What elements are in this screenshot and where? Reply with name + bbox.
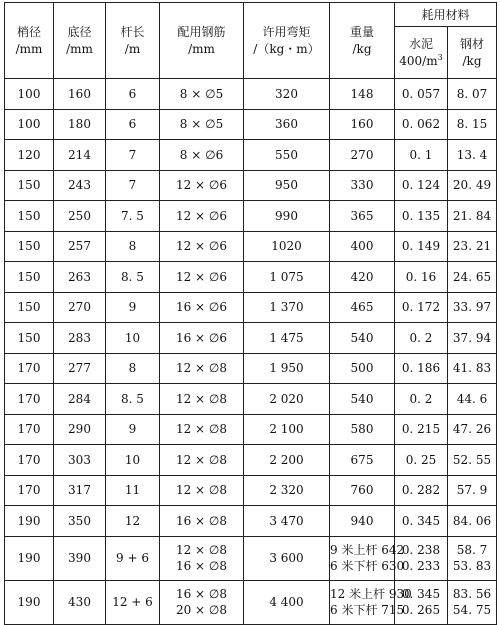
cell-di-jing: 390: [54, 536, 106, 580]
cell-zhong-liang: 330: [330, 170, 395, 201]
cell-gang-cai: 57. 9: [448, 475, 497, 506]
cell-wan-ju: 1020: [244, 231, 330, 262]
cell-wan-ju: 3 470: [244, 506, 330, 537]
cell-zhong-liang: 420: [330, 262, 395, 293]
cell-gang-cai: 21. 84: [448, 201, 497, 232]
table-row: [5, 506, 497, 537]
header-zhong-liang: 重量 /kg: [330, 3, 395, 79]
cell-shao-jing: 150: [5, 170, 54, 201]
cell-di-jing: 284: [54, 384, 106, 415]
table-row: [5, 414, 497, 445]
table-row: [5, 323, 497, 354]
cell-wan-ju: 2 020: [244, 384, 330, 415]
table-row: [5, 170, 497, 201]
cell-shao-jing: 120: [5, 140, 54, 171]
cell-gang-cai: 8. 15: [448, 109, 497, 140]
cell-gang-jin: 12 × ∅8: [160, 475, 244, 506]
cell-gan-chang: 12 + 6: [106, 580, 160, 624]
cell-gang-jin: 12 × ∅6: [160, 170, 244, 201]
cell-di-jing: 283: [54, 323, 106, 354]
cell-gan-chang: 8. 5: [106, 384, 160, 415]
cell-gan-chang: 10: [106, 445, 160, 476]
cell-shao-jing: 190: [5, 506, 54, 537]
cell-wan-ju: 320: [244, 79, 330, 110]
cell-shui-ni: 0. 25: [395, 445, 448, 476]
cell-shao-jing: 170: [5, 475, 54, 506]
cell-wan-ju: 2 100: [244, 414, 330, 445]
cell-gang-cai: 33. 97: [448, 292, 497, 323]
cell-gang-jin: 16 × ∅6: [160, 292, 244, 323]
cell-wan-ju: 550: [244, 140, 330, 171]
table-row: [5, 201, 497, 232]
cell-shao-jing: 170: [5, 414, 54, 445]
pole-spec-table: [4, 2, 497, 625]
cell-gang-jin: 16 × ∅8: [160, 506, 244, 537]
cell-gang-cai: 58. 7 53. 83: [448, 536, 497, 580]
cell-zhong-liang: 9 米上杆 642 6 米下杆 630: [330, 536, 395, 580]
cell-gang-jin: 16 × ∅8 20 × ∅8: [160, 580, 244, 624]
header-hao-yong: 耗用材料: [395, 3, 497, 27]
cell-di-jing: 257: [54, 231, 106, 262]
cell-shui-ni: 0. 345: [395, 506, 448, 537]
cell-shui-ni: 0. 149: [395, 231, 448, 262]
table-row: [5, 231, 497, 262]
cell-shao-jing: 150: [5, 292, 54, 323]
cell-gang-cai: 8. 07: [448, 79, 497, 110]
cell-shui-ni: 0. 057: [395, 79, 448, 110]
cell-wan-ju: 2 200: [244, 445, 330, 476]
cell-gang-jin: 12 × ∅6: [160, 231, 244, 262]
cell-shao-jing: 150: [5, 201, 54, 232]
cell-shui-ni: 0. 1: [395, 140, 448, 171]
cell-shui-ni: 0. 172: [395, 292, 448, 323]
cell-di-jing: 317: [54, 475, 106, 506]
cell-di-jing: 270: [54, 292, 106, 323]
cell-zhong-liang: 540: [330, 323, 395, 354]
cell-gan-chang: 8: [106, 353, 160, 384]
cell-shui-ni: 0. 135: [395, 201, 448, 232]
cell-zhong-liang: 940: [330, 506, 395, 537]
cell-gang-cai: 24. 65: [448, 262, 497, 293]
cell-zhong-liang: 580: [330, 414, 395, 445]
table-row: [5, 140, 497, 171]
cell-shao-jing: 190: [5, 536, 54, 580]
cell-wan-ju: 3 600: [244, 536, 330, 580]
cell-shao-jing: 100: [5, 79, 54, 110]
cell-shui-ni: 0. 345 0. 265: [395, 580, 448, 624]
cell-di-jing: 303: [54, 445, 106, 476]
cell-gang-cai: 20. 49: [448, 170, 497, 201]
cell-gang-jin: 12 × ∅8 16 × ∅8: [160, 536, 244, 580]
cell-wan-ju: 1 370: [244, 292, 330, 323]
cell-di-jing: 180: [54, 109, 106, 140]
cell-zhong-liang: 760: [330, 475, 395, 506]
table-row: [5, 445, 497, 476]
header-shui-ni: 水泥 $400/m^3$: [395, 27, 448, 79]
cell-shui-ni: 0. 062: [395, 109, 448, 140]
cell-di-jing: 160: [54, 79, 106, 110]
table-row: [5, 79, 497, 110]
cell-gang-cai: 44. 6: [448, 384, 497, 415]
cell-zhong-liang: 12 米上杆 930 6 米下杆 715: [330, 580, 395, 624]
cell-gang-jin: 16 × ∅6: [160, 323, 244, 354]
cell-shao-jing: 100: [5, 109, 54, 140]
cell-gang-jin: 12 × ∅6: [160, 262, 244, 293]
cell-gan-chang: 10: [106, 323, 160, 354]
table-row: [5, 580, 497, 624]
cell-gan-chang: 6: [106, 109, 160, 140]
cell-wan-ju: 990: [244, 201, 330, 232]
cell-wan-ju: 2 320: [244, 475, 330, 506]
cell-gan-chang: 9: [106, 292, 160, 323]
cell-wan-ju: 1 475: [244, 323, 330, 354]
cell-zhong-liang: 540: [330, 384, 395, 415]
cell-gang-cai: 52. 55: [448, 445, 497, 476]
cell-di-jing: 250: [54, 201, 106, 232]
cell-gan-chang: 9 + 6: [106, 536, 160, 580]
cell-gan-chang: 7: [106, 170, 160, 201]
header-gang-jin: 配用钢筋 /mm: [160, 3, 244, 79]
table-row: [5, 475, 497, 506]
cell-di-jing: 290: [54, 414, 106, 445]
cell-shui-ni: 0. 2: [395, 384, 448, 415]
cell-gang-cai: 37. 94: [448, 323, 497, 354]
cell-gan-chang: 8. 5: [106, 262, 160, 293]
cell-zhong-liang: 465: [330, 292, 395, 323]
table-row: [5, 292, 497, 323]
table-row: [5, 353, 497, 384]
cell-shui-ni: 0. 238 0. 233: [395, 536, 448, 580]
cell-shao-jing: 150: [5, 262, 54, 293]
cell-gang-cai: 41. 83: [448, 353, 497, 384]
cell-gang-cai: 23. 21: [448, 231, 497, 262]
cell-gang-jin: 8 × ∅5: [160, 109, 244, 140]
cell-di-jing: 350: [54, 506, 106, 537]
cell-gang-cai: 84. 06: [448, 506, 497, 537]
cell-gang-cai: 13. 4: [448, 140, 497, 171]
cell-di-jing: 277: [54, 353, 106, 384]
cell-gan-chang: 8: [106, 231, 160, 262]
cell-shui-ni: 0. 186: [395, 353, 448, 384]
cell-gang-jin: 12 × ∅8: [160, 384, 244, 415]
cell-gan-chang: 7: [106, 140, 160, 171]
cell-zhong-liang: 160: [330, 109, 395, 140]
cell-wan-ju: 360: [244, 109, 330, 140]
cell-shao-jing: 170: [5, 353, 54, 384]
cell-shao-jing: 170: [5, 384, 54, 415]
cell-gan-chang: 7. 5: [106, 201, 160, 232]
cell-di-jing: 243: [54, 170, 106, 201]
cell-zhong-liang: 675: [330, 445, 395, 476]
cell-gang-jin: 8 × ∅6: [160, 140, 244, 171]
cell-shao-jing: 150: [5, 231, 54, 262]
cell-shui-ni: 0. 124: [395, 170, 448, 201]
table-row: [5, 109, 497, 140]
cell-gan-chang: 11: [106, 475, 160, 506]
cell-gan-chang: 6: [106, 79, 160, 110]
cell-gan-chang: 12: [106, 506, 160, 537]
table-row: [5, 384, 497, 415]
cell-gang-jin: 12 × ∅8: [160, 353, 244, 384]
cell-zhong-liang: 365: [330, 201, 395, 232]
cell-shui-ni: 0. 2: [395, 323, 448, 354]
cell-gang-cai: 83. 56 54. 75: [448, 580, 497, 624]
cell-shao-jing: 190: [5, 580, 54, 624]
header-gan-chang: 杆长 /m: [106, 3, 160, 79]
cell-zhong-liang: 400: [330, 231, 395, 262]
cell-shao-jing: 170: [5, 445, 54, 476]
cell-gang-jin: 12 × ∅8: [160, 414, 244, 445]
cell-wan-ju: 1 950: [244, 353, 330, 384]
cell-wan-ju: 950: [244, 170, 330, 201]
cell-shui-ni: 0. 282: [395, 475, 448, 506]
header-shao-jing: 梢径 /mm: [5, 3, 54, 79]
cell-shui-ni: 0. 215: [395, 414, 448, 445]
header-wan-ju: 许用弯矩 /（kg・m）: [244, 3, 330, 79]
cell-shui-ni: 0. 16: [395, 262, 448, 293]
table-row: [5, 262, 497, 293]
cell-gang-jin: 12 × ∅6: [160, 201, 244, 232]
cell-wan-ju: 4 400: [244, 580, 330, 624]
cell-gang-jin: 8 × ∅5: [160, 79, 244, 110]
header-di-jing: 底径 /mm: [54, 3, 106, 79]
cell-zhong-liang: 500: [330, 353, 395, 384]
header-gang-cai: 钢材 /kg: [448, 27, 497, 79]
cell-wan-ju: 1 075: [244, 262, 330, 293]
cell-shao-jing: 150: [5, 323, 54, 354]
table-row: [5, 536, 497, 580]
cell-di-jing: 263: [54, 262, 106, 293]
cell-di-jing: 430: [54, 580, 106, 624]
cell-zhong-liang: 270: [330, 140, 395, 171]
cell-gang-jin: 12 × ∅8: [160, 445, 244, 476]
cell-zhong-liang: 148: [330, 79, 395, 110]
cell-di-jing: 214: [54, 140, 106, 171]
cell-gang-cai: 47. 26: [448, 414, 497, 445]
cell-gan-chang: 9: [106, 414, 160, 445]
